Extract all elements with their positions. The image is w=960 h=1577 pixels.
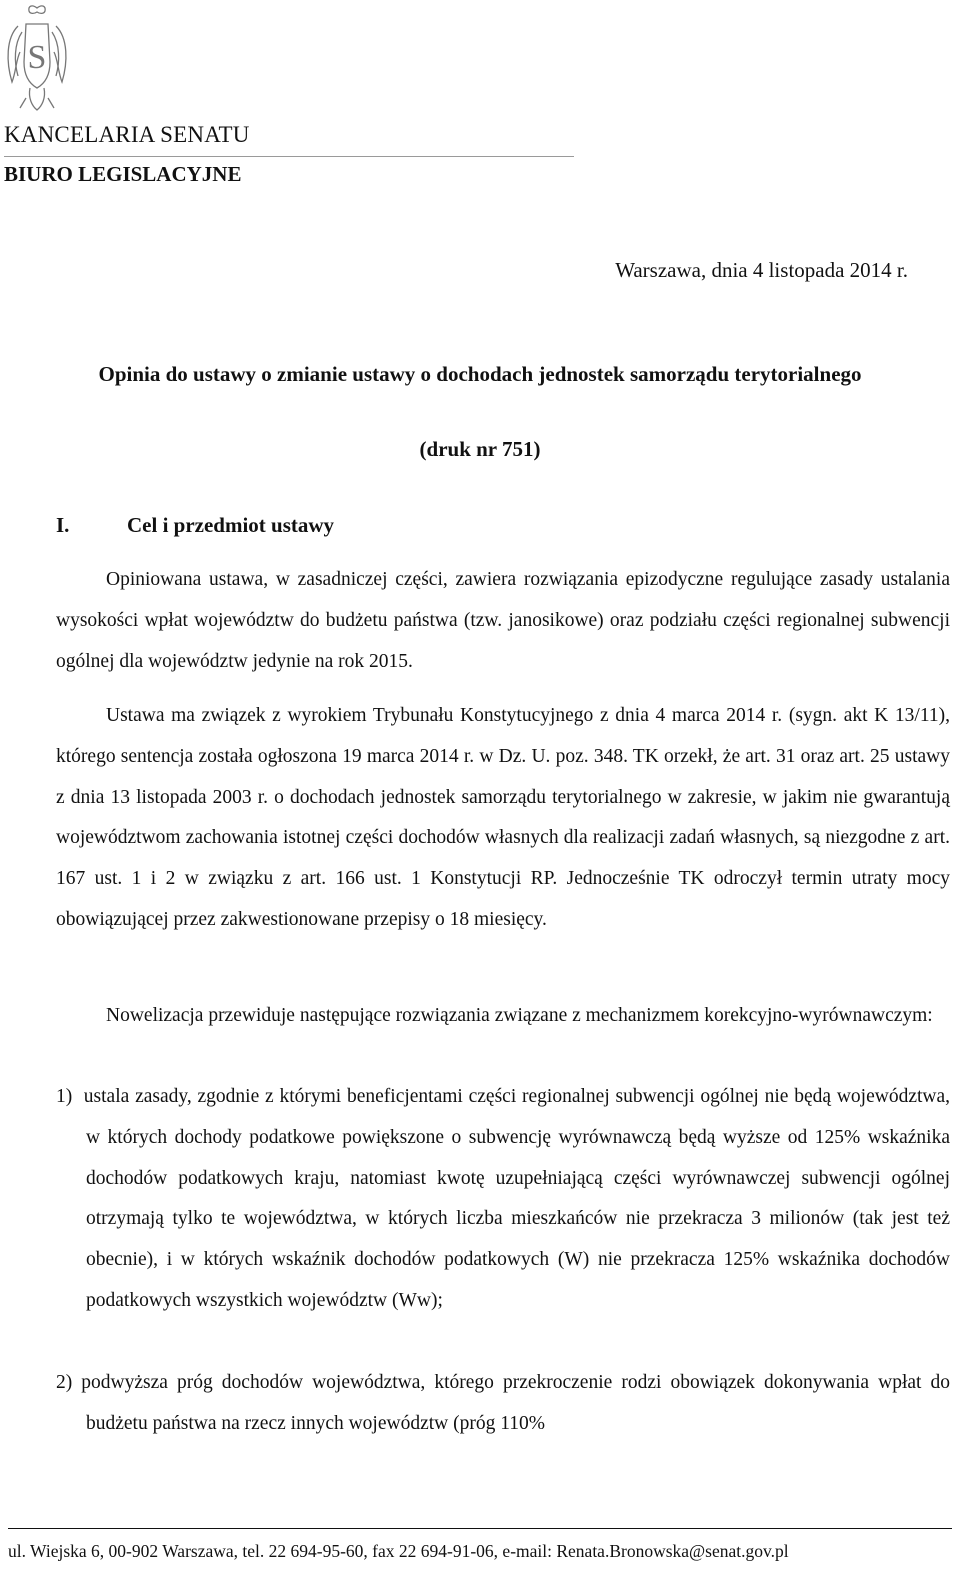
paragraph-2: Ustawa ma związek z wyrokiem Trybunału Konstytucyjnego z dnia 4 marca 2014 r. (sygn. akt K 13/11), którego sentencja została ogłoszona 19 marca 2014 r. w Dz. U. poz. 348. TK orzekł, że art. 31 oraz art. 25 ustawy z dnia 13 listopada 2003 r. o dochodach jednostek samorządu terytorialnego w zakresie, w jakim nie gwarantują województwom zachowania istotnej części dochodów własnych dla realizacji zadań własnych, są niezgodne z art. 167 ust. 1 i 2 w związku z art. 166 ust. 1 Konstytucji RP. Jednocześnie TK odroczył termin utraty mocy obowiązującej przez zakwestionowane przepisy o 18 miesięcy.	[56, 705, 950, 930]
senate-eagle-emblem-icon	[4, 2, 70, 114]
svg-text:S: S	[27, 39, 47, 76]
section-number: I.	[56, 513, 70, 537]
section-heading: Cel i przedmiot ustawy	[127, 513, 335, 537]
header-divider	[4, 156, 574, 157]
footer-divider	[8, 1528, 952, 1529]
footer-contact: ul. Wiejska 6, 00-902 Warszawa, tel. 22 694-95-60, fax 22 694-91-06, e-mail: Renata.Bronowska@senat.gov.pl	[8, 1541, 789, 1561]
paragraph-3: Nowelizacja przewiduje następujące rozwiązania związane z mechanizmem korekcyjno-wyrównawczym:	[106, 1005, 933, 1026]
document-date: Warszawa, dnia 4 listopada 2014 r.	[615, 258, 908, 282]
document-title: Opinia do ustawy o zmianie ustawy o dochodach jednostek samorządu terytorialnego	[98, 362, 862, 386]
list-item-2: 2) podwyższa próg dochodów województwa, którego przekroczenie rodzi obowiązek dokonywania wpłat do budżetu państwa na rzecz innych województw (próg 110%	[56, 1372, 950, 1434]
organization-name: KANCELARIA SENATU	[4, 122, 250, 147]
paragraph-1: Opiniowana ustawa, w zasadniczej części, zawiera rozwiązania epizodyczne regulujące zasady ustalania wysokości wpłat województw do budżetu państwa (tzw. janosikowe) oraz podziału części regionalnej subwencji ogólnej dla województw jedynie na rok 2015.	[56, 569, 950, 672]
department-name: BIURO LEGISLACYJNE	[4, 162, 242, 186]
print-number: (druk nr 751)	[419, 437, 541, 461]
list-item-1: 1) ustala zasady, zgodnie z którymi beneficjentami części regionalnej subwencji ogólnej nie będą województwa, w których dochody podatkowe powiększone o subwencję wyrównawczą będą wyższe od 125% wskaźnika dochodów podatkowych kraju, natomiast kwotę uzupełniającą części wyrównawczej subwencji ogólnej otrzymają tylko te województwa, w których liczba mieszkańców nie przekracza 3 milionów (tak jest też obecnie), i w których wskaźnik dochodów podatkowych (W) nie przekracza 125% wskaźnika dochodów podatkowych wszystkich województw (Ww);	[56, 1086, 950, 1311]
